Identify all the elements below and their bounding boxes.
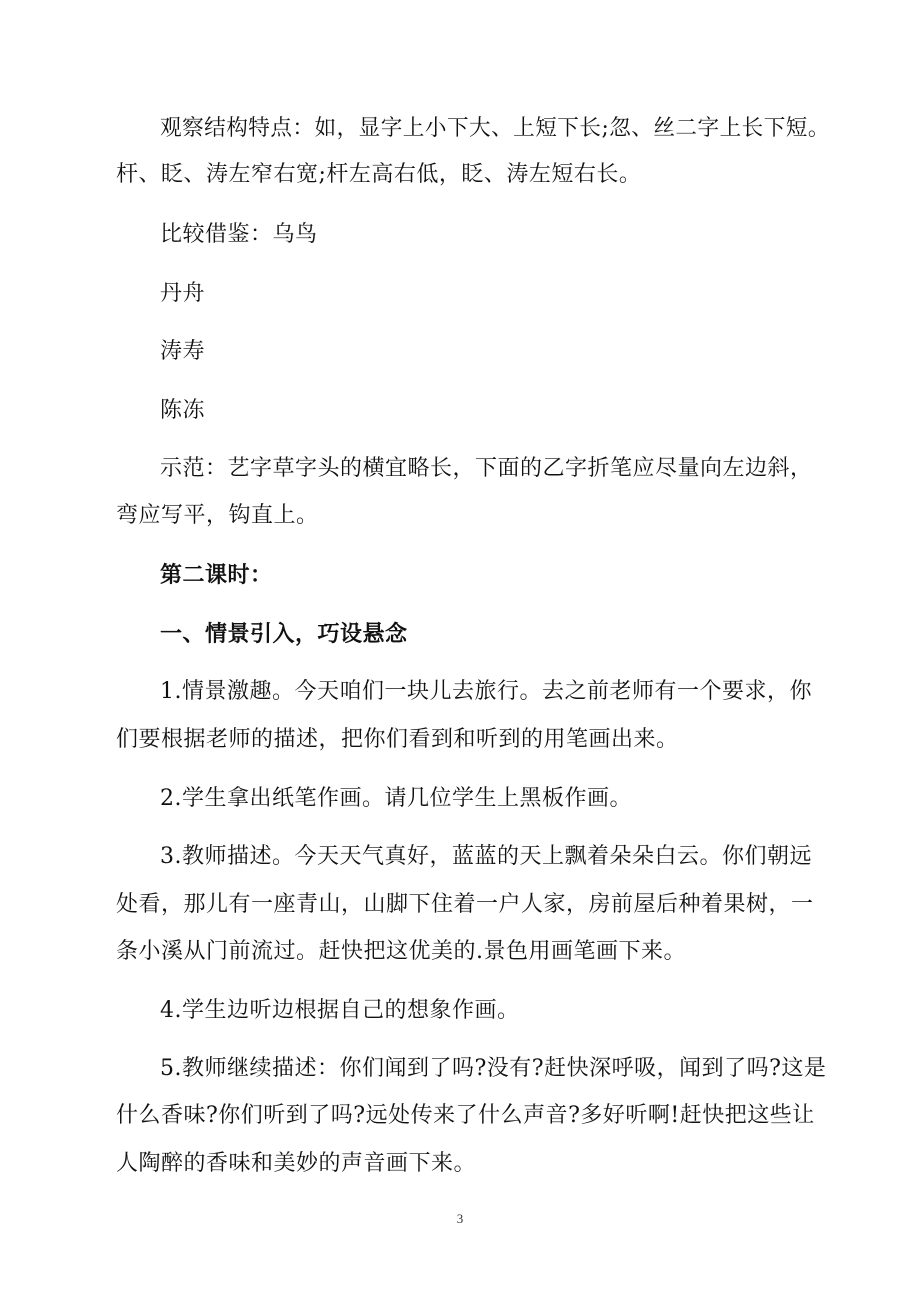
list-item-line: 2.学生拿出纸笔作画。请几位学生上黑板作画。 (160, 786, 632, 811)
text-line: 观察结构特点：如，显字上小下大、上短下长;忽、丝二字上长下短。 (160, 116, 830, 141)
section-heading: 第二课时： (160, 562, 273, 588)
list-item-line: 处看，那儿有一座青山，山脚下住着一户人家，房前屋后种着果树，一 (116, 892, 814, 917)
subsection-heading: 一、情景引入，巧设悬念 (160, 621, 408, 647)
list-item-line: 3.教师描述。今天天气真好，蓝蓝的天上飘着朵朵白云。你们朝远 (160, 844, 812, 869)
text-line: 陈冻 (160, 398, 206, 423)
list-item-line: 5.教师继续描述：你们闻到了吗?没有?赶快深呼吸，闻到了吗?这是 (160, 1056, 827, 1081)
text-line: 弯应写平，钩直上。 (116, 503, 319, 528)
text-line: 涛寿 (160, 339, 206, 364)
list-item-line: 1.情景激趣。今天咱们一块儿去旅行。去之前老师有一个要求，你 (160, 679, 812, 704)
text-line: 示范：艺字草字头的横宜略长，下面的乙字折笔应尽量向左边斜， (160, 456, 813, 481)
list-item-line: 什么香味?你们听到了吗?远处传来了什么声音?多好听啊!赶快把这些让 (116, 1103, 815, 1128)
page-number: 3 (456, 1211, 464, 1226)
list-item-line: 条小溪从门前流过。赶快把这优美的.景色用画笔画下来。 (116, 939, 686, 964)
text-line: 比较借鉴：乌鸟 (160, 222, 318, 247)
text-line: 丹舟 (160, 281, 206, 306)
list-item-line: 们要根据老师的描述，把你们看到和听到的用笔画出来。 (116, 727, 679, 752)
text-line: 杆、眨、涛左窄右宽;杆左高右低，眨、涛左短右长。 (116, 162, 642, 187)
list-item-line: 人陶醉的香味和美妙的声音画下来。 (116, 1151, 477, 1176)
list-item-line: 4.学生边听边根据自己的想象作画。 (160, 998, 520, 1023)
